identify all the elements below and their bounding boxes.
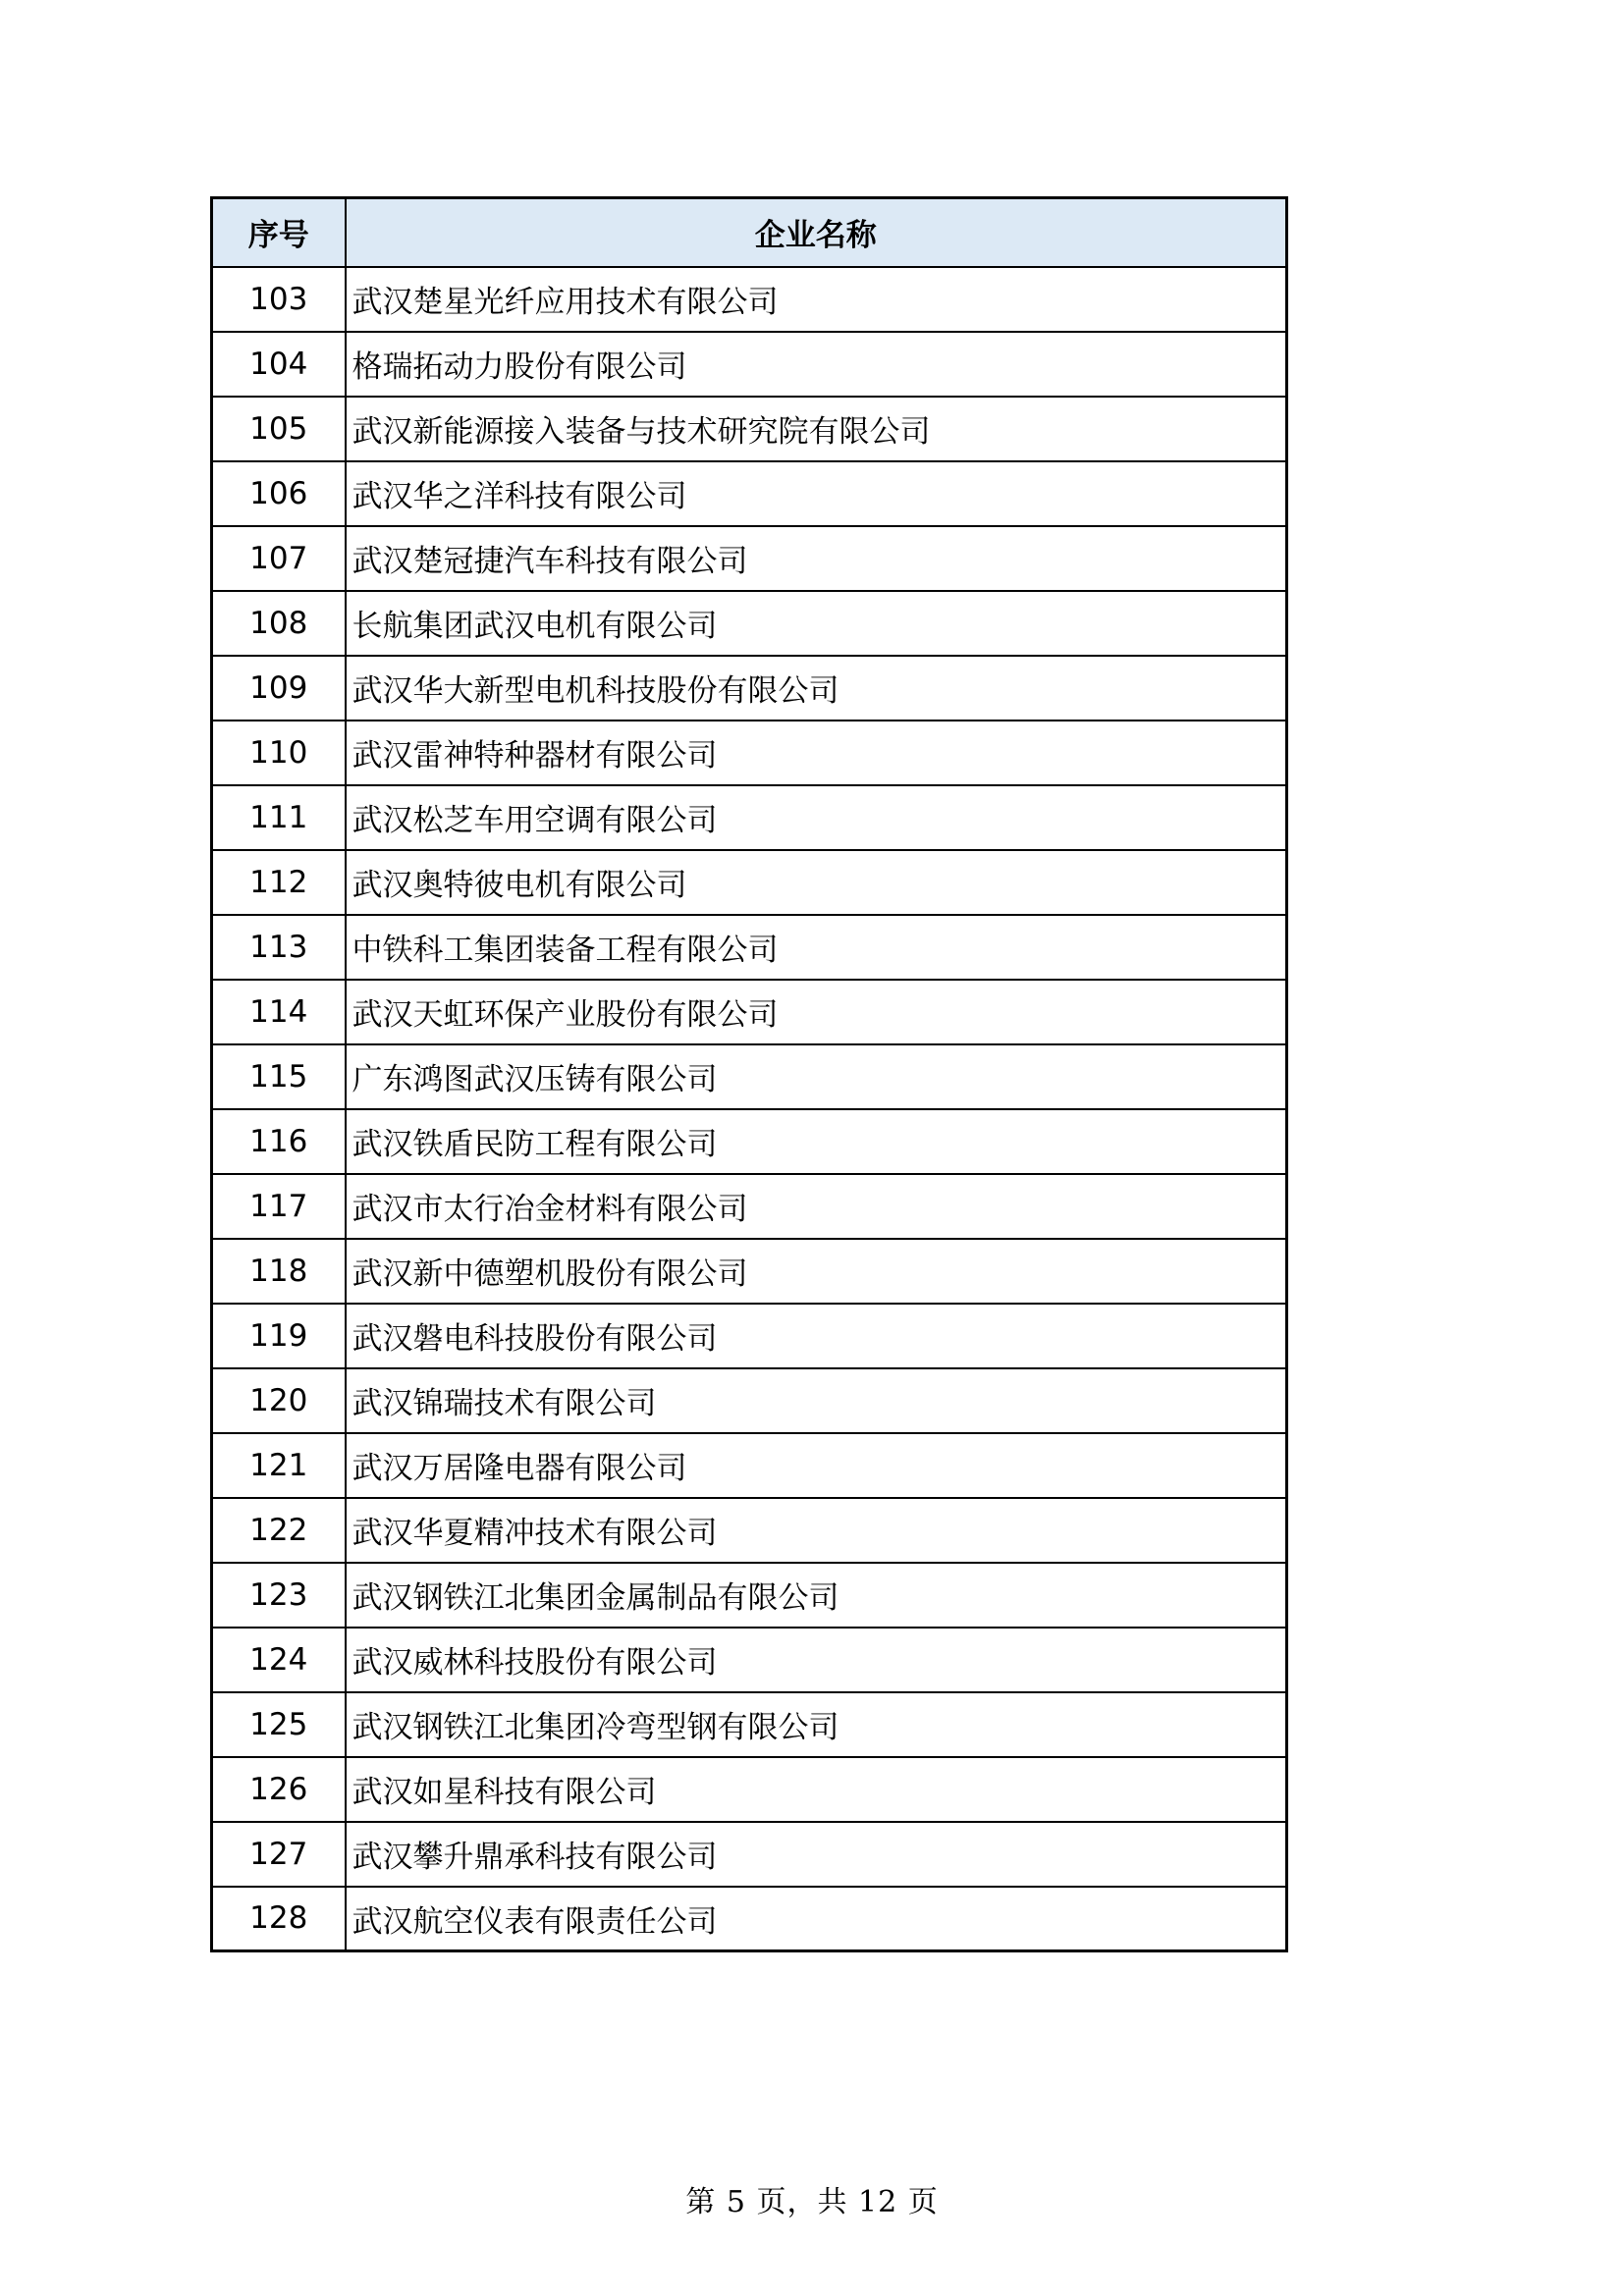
table-row bbox=[212, 785, 1287, 850]
row-index-cell: 108 bbox=[212, 591, 346, 656]
header-company-name: 企业名称 bbox=[346, 198, 1287, 267]
table-row bbox=[212, 1692, 1287, 1757]
row-company-name-cell: 武汉如星科技有限公司 bbox=[346, 1757, 1287, 1822]
table-row bbox=[212, 1044, 1287, 1109]
table-row bbox=[212, 1304, 1287, 1368]
row-company-name-cell: 武汉铁盾民防工程有限公司 bbox=[346, 1109, 1287, 1174]
table-row bbox=[212, 1887, 1287, 1951]
row-company-name-cell: 武汉威林科技股份有限公司 bbox=[346, 1628, 1287, 1692]
row-index-cell: 104 bbox=[212, 332, 346, 397]
row-company-name-cell: 武汉市太行冶金材料有限公司 bbox=[346, 1174, 1287, 1239]
table-row bbox=[212, 526, 1287, 591]
row-index-cell: 119 bbox=[212, 1304, 346, 1368]
page-number-footer: 第 5 页，共 12 页 bbox=[685, 2185, 939, 2219]
row-index-cell: 126 bbox=[212, 1757, 346, 1822]
row-company-name-cell: 武汉松芝车用空调有限公司 bbox=[346, 785, 1287, 850]
row-company-name-cell: 广东鸿图武汉压铸有限公司 bbox=[346, 1044, 1287, 1109]
row-company-name-cell: 武汉锦瑞技术有限公司 bbox=[346, 1368, 1287, 1433]
row-index-cell: 124 bbox=[212, 1628, 346, 1692]
row-company-name-cell: 武汉华夏精冲技术有限公司 bbox=[346, 1498, 1287, 1563]
table-row bbox=[212, 1239, 1287, 1304]
row-company-name-cell: 中铁科工集团装备工程有限公司 bbox=[346, 915, 1287, 980]
row-company-name-cell: 武汉雷神特种器材有限公司 bbox=[346, 721, 1287, 785]
row-company-name-cell: 武汉华大新型电机科技股份有限公司 bbox=[346, 656, 1287, 721]
table-row bbox=[212, 1628, 1287, 1692]
row-company-name-cell: 武汉攀升鼎承科技有限公司 bbox=[346, 1822, 1287, 1887]
row-index-cell: 110 bbox=[212, 721, 346, 785]
row-index-cell: 111 bbox=[212, 785, 346, 850]
row-index-cell: 123 bbox=[212, 1563, 346, 1628]
table-row bbox=[212, 656, 1287, 721]
table-row bbox=[212, 461, 1287, 526]
row-index-cell: 112 bbox=[212, 850, 346, 915]
table-header-row bbox=[212, 198, 1287, 267]
table-row bbox=[212, 850, 1287, 915]
table-row bbox=[212, 980, 1287, 1044]
row-company-name-cell: 武汉新中德塑机股份有限公司 bbox=[346, 1239, 1287, 1304]
row-company-name-cell: 武汉钢铁江北集团金属制品有限公司 bbox=[346, 1563, 1287, 1628]
row-index-cell: 114 bbox=[212, 980, 346, 1044]
table-row bbox=[212, 1368, 1287, 1433]
table-row bbox=[212, 915, 1287, 980]
row-company-name-cell: 武汉磐电科技股份有限公司 bbox=[346, 1304, 1287, 1368]
row-index-cell: 125 bbox=[212, 1692, 346, 1757]
table-row bbox=[212, 267, 1287, 332]
row-company-name-cell: 武汉航空仪表有限责任公司 bbox=[346, 1887, 1287, 1951]
table-row bbox=[212, 591, 1287, 656]
table-body bbox=[212, 267, 1287, 1951]
row-index-cell: 115 bbox=[212, 1044, 346, 1109]
table-row bbox=[212, 1563, 1287, 1628]
table-row bbox=[212, 1174, 1287, 1239]
table-row bbox=[212, 1109, 1287, 1174]
row-index-cell: 109 bbox=[212, 656, 346, 721]
row-index-cell: 103 bbox=[212, 267, 346, 332]
row-company-name-cell: 格瑞拓动力股份有限公司 bbox=[346, 332, 1287, 397]
row-company-name-cell: 武汉楚冠捷汽车科技有限公司 bbox=[346, 526, 1287, 591]
company-table bbox=[210, 196, 1288, 1952]
row-index-cell: 105 bbox=[212, 397, 346, 461]
table-row bbox=[212, 1433, 1287, 1498]
row-index-cell: 121 bbox=[212, 1433, 346, 1498]
header-index: 序号 bbox=[212, 198, 346, 267]
table-row bbox=[212, 721, 1287, 785]
table-header bbox=[212, 198, 1287, 267]
row-index-cell: 120 bbox=[212, 1368, 346, 1433]
row-company-name-cell: 长航集团武汉电机有限公司 bbox=[346, 591, 1287, 656]
row-index-cell: 107 bbox=[212, 526, 346, 591]
row-index-cell: 106 bbox=[212, 461, 346, 526]
row-company-name-cell: 武汉新能源接入装备与技术研究院有限公司 bbox=[346, 397, 1287, 461]
row-index-cell: 118 bbox=[212, 1239, 346, 1304]
table-row bbox=[212, 332, 1287, 397]
row-company-name-cell: 武汉万居隆电器有限公司 bbox=[346, 1433, 1287, 1498]
row-index-cell: 117 bbox=[212, 1174, 346, 1239]
row-index-cell: 113 bbox=[212, 915, 346, 980]
table-row bbox=[212, 1822, 1287, 1887]
row-company-name-cell: 武汉楚星光纤应用技术有限公司 bbox=[346, 267, 1287, 332]
row-index-cell: 128 bbox=[212, 1887, 346, 1951]
row-company-name-cell: 武汉钢铁江北集团冷弯型钢有限公司 bbox=[346, 1692, 1287, 1757]
row-index-cell: 127 bbox=[212, 1822, 346, 1887]
row-company-name-cell: 武汉华之洋科技有限公司 bbox=[346, 461, 1287, 526]
row-company-name-cell: 武汉天虹环保产业股份有限公司 bbox=[346, 980, 1287, 1044]
table-row bbox=[212, 397, 1287, 461]
table-row bbox=[212, 1498, 1287, 1563]
row-index-cell: 116 bbox=[212, 1109, 346, 1174]
row-company-name-cell: 武汉奥特彼电机有限公司 bbox=[346, 850, 1287, 915]
table-row bbox=[212, 1757, 1287, 1822]
row-index-cell: 122 bbox=[212, 1498, 346, 1563]
